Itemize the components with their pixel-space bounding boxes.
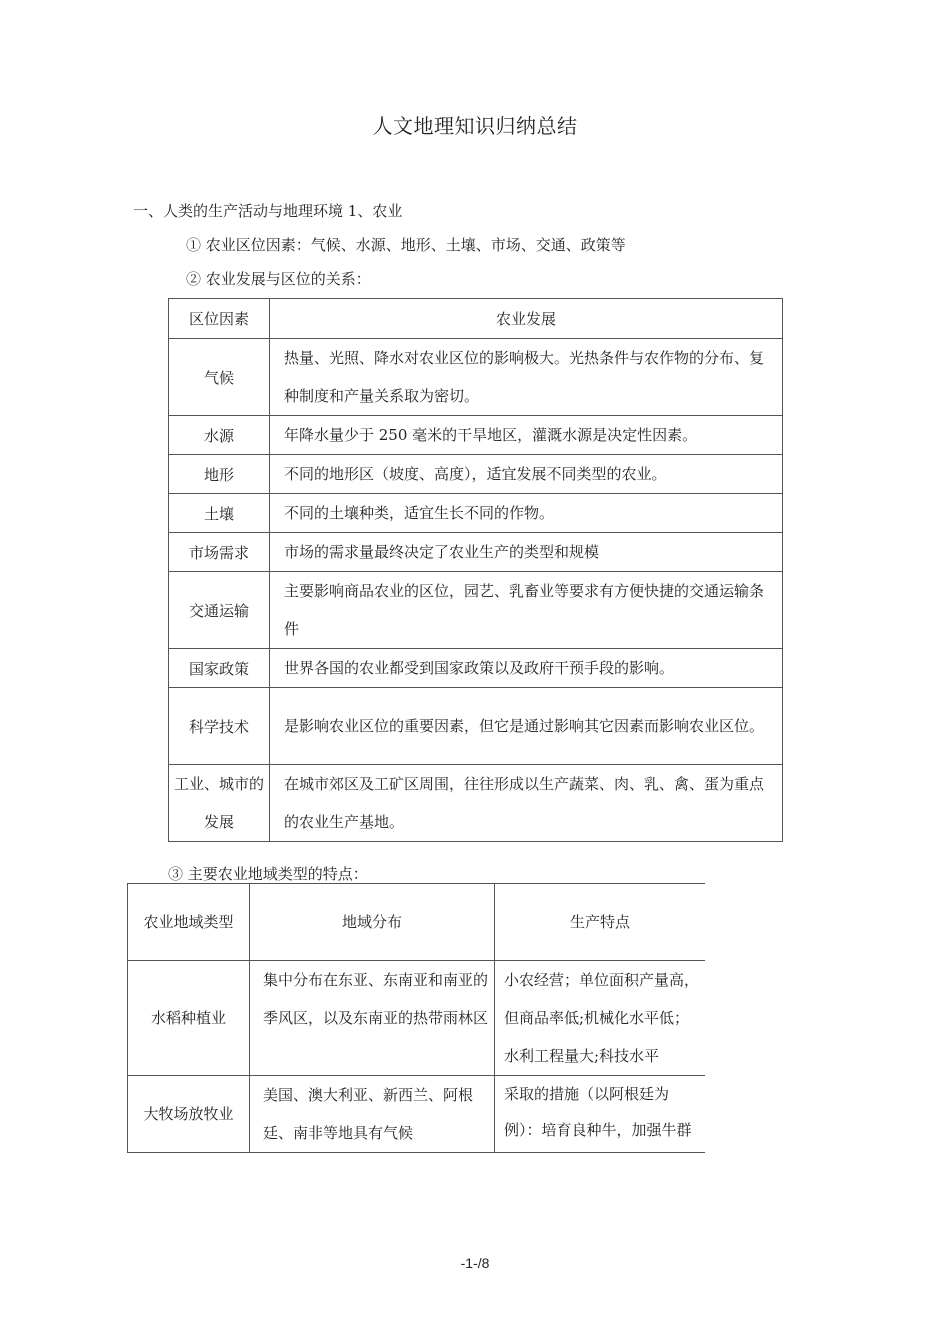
description-cell: 不同的土壤种类，适宜生长不同的作物。 <box>270 494 783 533</box>
agricultural-regions-table <box>127 883 705 1153</box>
description-cell: 年降水量少于 250 毫米的干旱地区，灌溉水源是决定性因素。 <box>270 416 783 455</box>
distribution-cell: 集中分布在东亚、东南亚和南亚的季风区，以及东南亚的热带雨林区 <box>250 961 495 1076</box>
table-row <box>169 649 783 688</box>
document-title: 人文地理知识归纳总结 <box>372 114 578 138</box>
table-row <box>169 494 783 533</box>
table-header-cell: 农业发展 <box>270 299 783 339</box>
list-item-agricultural-regions: ③ 主要农业地域类型的特点： <box>168 865 368 883</box>
features-cell: 采取的措施（以阿根廷为例）：培育良种牛，加强牛群 <box>495 1076 706 1153</box>
table-row <box>169 416 783 455</box>
table-header-cell: 地域分布 <box>250 884 495 961</box>
table-row <box>169 533 783 572</box>
table-row <box>128 1076 706 1153</box>
table-header-row <box>169 299 783 339</box>
location-factors-table <box>168 298 783 842</box>
factor-cell: 市场需求 <box>169 533 270 572</box>
description-cell: 主要影响商品农业的区位，园艺、乳畜业等要求有方便快捷的交通运输条件 <box>270 572 783 649</box>
table-row <box>169 455 783 494</box>
factor-cell: 地形 <box>169 455 270 494</box>
description-cell: 不同的地形区（坡度、高度），适宜发展不同类型的农业。 <box>270 455 783 494</box>
region-type-cell: 水稻种植业 <box>128 961 250 1076</box>
table-row <box>169 688 783 765</box>
description-cell: 是影响农业区位的重要因素，但它是通过影响其它因素而影响农业区位。 <box>270 688 783 765</box>
table-header-cell: 区位因素 <box>169 299 270 339</box>
table-row <box>128 961 706 1076</box>
features-cell: 小农经营；单位面积产量高，但商品率低;机械化水平低；水利工程量大;科技水平 <box>495 961 706 1076</box>
factor-cell: 工业、城市的发展 <box>169 765 270 842</box>
table-row <box>169 339 783 416</box>
section-heading: 一、人类的生产活动与地理环境 1、农业 <box>133 202 403 220</box>
table-header-row <box>128 884 706 961</box>
factor-cell: 土壤 <box>169 494 270 533</box>
factor-cell: 交通运输 <box>169 572 270 649</box>
table-row <box>169 765 783 842</box>
region-type-cell: 大牧场放牧业 <box>128 1076 250 1153</box>
list-item-location-factors: ① 农业区位因素：气候、水源、地形、土壤、市场、交通、政策等 <box>186 236 626 254</box>
description-cell: 世界各国的农业都受到国家政策以及政府干预手段的影响。 <box>270 649 783 688</box>
factor-cell: 科学技术 <box>169 688 270 765</box>
page-number: -1-/8 <box>460 1255 490 1271</box>
factor-cell: 国家政策 <box>169 649 270 688</box>
description-cell: 市场的需求量最终决定了农业生产的类型和规模 <box>270 533 783 572</box>
distribution-cell: 美国、澳大利亚、新西兰、阿根廷、南非等地具有气候 <box>250 1076 495 1153</box>
list-item-development-relation: ② 农业发展与区位的关系： <box>186 270 371 288</box>
description-cell: 热量、光照、降水对农业区位的影响极大。光热条件与农作物的分布、复种制度和产量关系取为密切。 <box>270 339 783 416</box>
table-row <box>169 572 783 649</box>
description-cell: 在城市郊区及工矿区周围，往往形成以生产蔬菜、肉、乳、禽、蛋为重点的农业生产基地。 <box>270 765 783 842</box>
table-header-cell: 生产特点 <box>495 884 706 961</box>
table-header-cell: 农业地域类型 <box>128 884 250 961</box>
factor-cell: 气候 <box>169 339 270 416</box>
factor-cell: 水源 <box>169 416 270 455</box>
